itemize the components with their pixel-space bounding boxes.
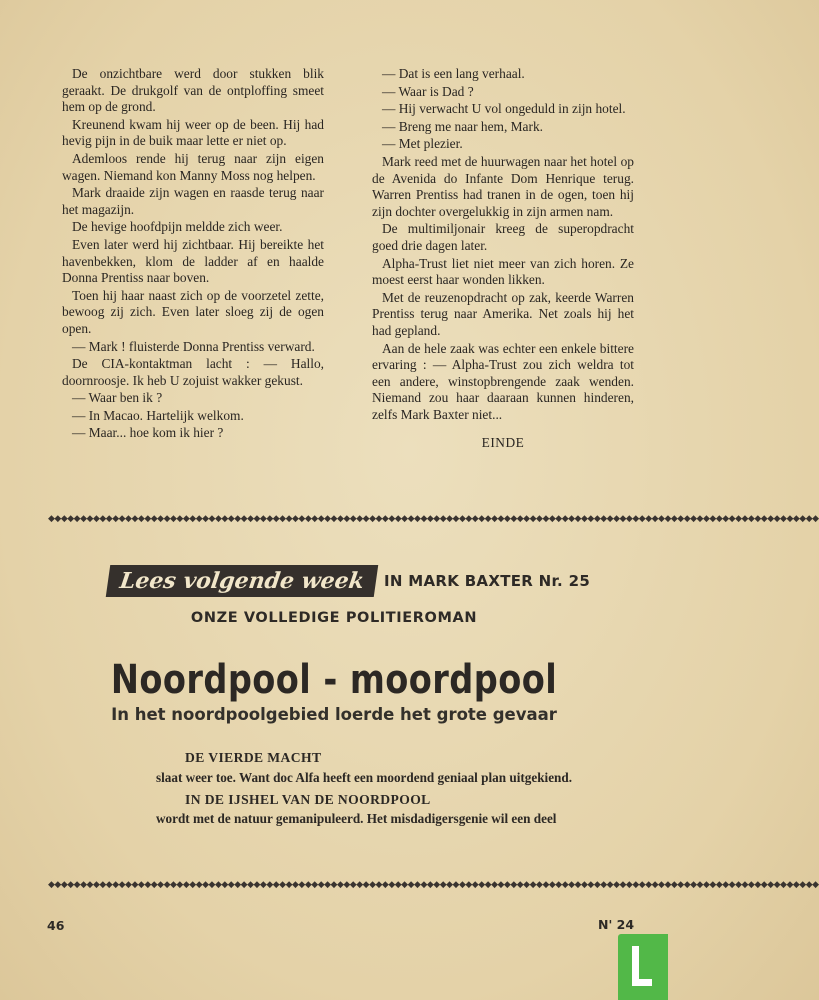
section-body: wordt met de natuur gemanipuleerd. Het misdadigersgenie wil een deel [156,811,557,826]
paragraph: Alpha-Trust liet niet meer van zich horen. Ze moest eerst haar wonden likken. [372,255,634,288]
section-body: slaat weer toe. Want doc Alfa heeft een moordend geniaal plan uitgekiend. [156,770,573,785]
issue-number: N' 24 [598,917,635,932]
promo-subtitle: ONZE VOLLEDIGE POLITIEROMAN [190,610,478,626]
paragraph: Even later werd hij zichtbaar. Hij bereikte het havenbekken, klom de ladder af en haalde Donna Prentiss naar boven. [62,236,324,286]
section-heading: IN DE IJSHEL VAN DE NOORDPOOL [185,792,431,807]
paragraph: Mark draaide zijn wagen en raasde terug naar het magazijn. [62,185,324,217]
paragraph: Aan de hele zaak was echter een enkele bittere ervaring : — Alpha-Trust zou zich weldra tot een andere, winstopbrengende zaak wenden. Niemand zou haar daaraan kunnen hinderen, zelfs Mark Baxter niet... [372,340,634,422]
section-heading: DE VIERDE MACHT [185,750,322,765]
diamond-chain-divider: ◆◆◆◆◆◆◆◆◆◆◆◆◆◆◆◆◆◆◆◆◆◆◆◆◆◆◆◆◆◆◆◆◆◆◆◆◆◆◆◆◆◆◆◆◆◆◆◆◆◆◆◆◆◆◆◆◆◆◆◆◆◆◆◆◆◆◆◆◆◆◆◆◆◆◆◆◆◆◆◆◆◆◆◆◆◆◆◆◆◆◆◆◆◆◆◆◆◆◆◆◆◆◆◆◆◆◆◆◆◆◆◆◆◆◆◆◆◆◆◆ [48,513,819,523]
paragraph: De multimiljonair kreeg de superopdracht goed drie dagen later. [372,221,634,253]
letter-l-logo-mark [632,946,652,986]
promo-title: Noordpool - moordpool [110,657,558,703]
paragraph: — Waar is Dad ? [382,83,474,99]
promo-tagline: In het noordpoolgebied loerde het grote gevaar [111,705,557,724]
promo-issue: IN MARK BAXTER Nr. 25 [384,572,591,590]
page-number: 46 [47,918,65,933]
paragraph: Ademloos rende hij terug naar zijn eigen wagen. Niemand kon Manny Moss nog helpen. [62,150,324,183]
paragraph: — Maar... hoe kom ik hier ? [72,425,224,441]
paragraph: Toen hij haar naast zich op de voorzetel zette, bewoog zij zich. Even later sloeg zij de ogen open. [62,287,324,336]
promo-label: Lees volgende week [106,565,378,597]
paragraph: Mark reed met de huurwagen naar het hotel op de Avenida do Infante Dom Henrique terug. Warren Prentiss had tranen in de ogen, toen hij zijn dochter overgelukkig in zijn armen nam. [372,153,634,219]
paragraph: De CIA-kontaktman lacht : — Hallo, doornroosje. Ik heb U zojuist wakker gekust. [62,356,324,388]
paragraph: — Met plezier. [382,136,463,152]
paragraph: — Waar ben ik ? [72,390,163,406]
paragraph: — Mark ! fluisterde Donna Prentiss verward. [72,338,315,354]
paragraph: — Dat is een lang verhaal. [382,66,525,81]
right-column [372,66,634,453]
letter-l-logo-icon [618,934,668,1000]
paragraph: Kreunend kwam hij weer op de been. Hij had hevig pijn in de buik maar lette er niet op. [62,116,324,149]
end-text: EINDE [481,435,525,451]
paragraph: De onzichtbare werd door stukken blik geraakt. De drukgolf van de ontploffing smeet hem op de grond. [62,66,324,115]
paragraph: De hevige hoofdpijn meldde zich weer. [72,219,283,235]
paragraph: Met de reuzenopdracht op zak, keerde Warren Prentiss terug naar Amerika. Net zoals hij het had gepland. [372,289,634,338]
paragraph: — Breng me naar hem, Mark. [382,118,544,134]
paragraph: — Hij verwacht U vol ongeduld in zijn hotel. [382,101,626,117]
left-column [62,66,324,443]
diamond-chain-divider: ◆◆◆◆◆◆◆◆◆◆◆◆◆◆◆◆◆◆◆◆◆◆◆◆◆◆◆◆◆◆◆◆◆◆◆◆◆◆◆◆◆◆◆◆◆◆◆◆◆◆◆◆◆◆◆◆◆◆◆◆◆◆◆◆◆◆◆◆◆◆◆◆◆◆◆◆◆◆◆◆◆◆◆◆◆◆◆◆◆◆◆◆◆◆◆◆◆◆◆◆◆◆◆◆◆◆◆◆◆◆◆◆◆◆◆◆◆◆◆◆ [48,879,819,889]
paragraph: — In Macao. Hartelijk welkom. [72,407,244,423]
